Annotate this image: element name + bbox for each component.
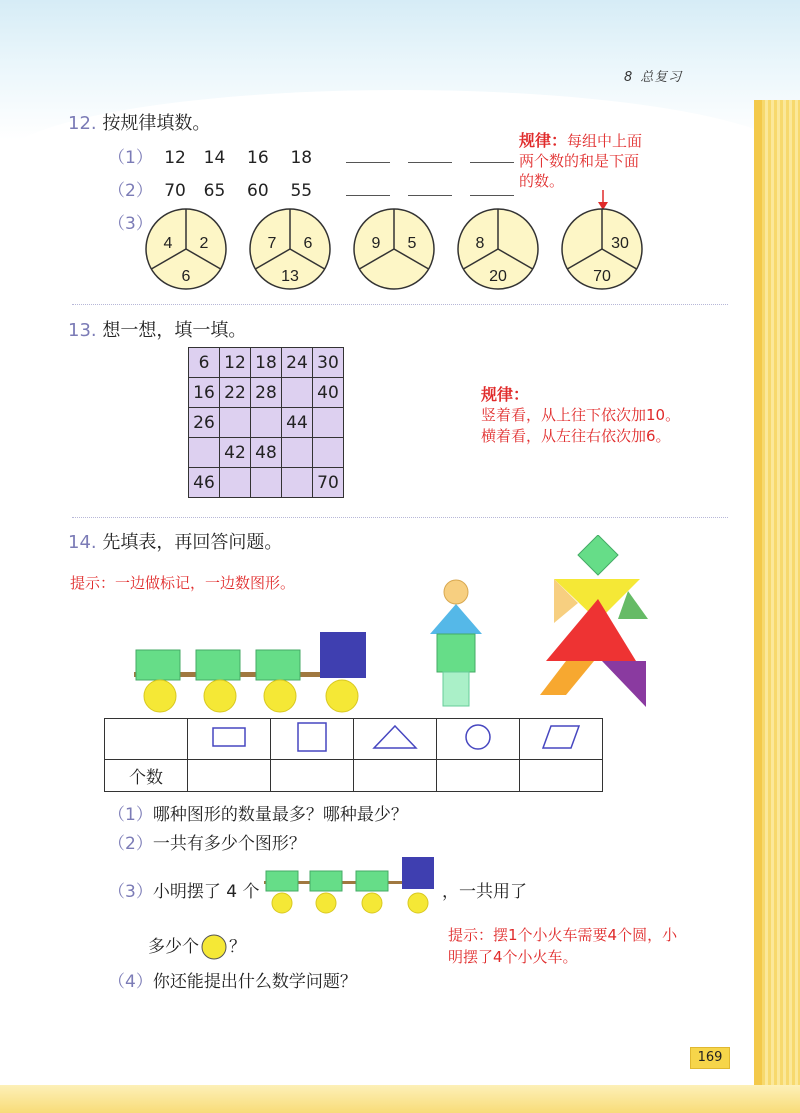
- grid-cell-blank[interactable]: [251, 468, 282, 498]
- q14-heading: [68, 528, 282, 554]
- q13-rule-line: 横着看，从左往右依次加6。: [481, 427, 671, 445]
- circle-top-right-value: 5: [407, 235, 417, 252]
- answer-blank[interactable]: [470, 181, 514, 196]
- shape-count-table: [104, 718, 603, 792]
- answer-blank[interactable]: [470, 148, 514, 163]
- train-engine-square: [320, 632, 366, 678]
- q12-row1-value: 14: [203, 148, 226, 168]
- q12-row2: [108, 176, 532, 201]
- grid-cell-blank[interactable]: [282, 468, 313, 498]
- person-figure: [426, 578, 486, 708]
- q13-title: 想一想，填一填。: [102, 320, 247, 341]
- answer-blank[interactable]: [346, 181, 390, 196]
- train-car-rectangle: [136, 650, 180, 680]
- body-square: [437, 634, 475, 672]
- train-wheel-circle: [204, 680, 236, 712]
- table-header-circle: [437, 719, 520, 760]
- count-cell[interactable]: [188, 760, 271, 792]
- table-header-triangle: [354, 719, 437, 760]
- train-wheel-circle: [264, 680, 296, 712]
- q12-row2-value: 65: [203, 181, 226, 201]
- grid-cell-blank[interactable]: [313, 408, 344, 438]
- number-circle: [250, 209, 330, 289]
- q12-rule-box: [519, 131, 642, 191]
- chapter-header: [624, 66, 682, 85]
- q12-row1-label: （1）: [108, 148, 153, 168]
- count-cell[interactable]: [437, 760, 520, 792]
- grid-cell: 30: [313, 348, 344, 378]
- q12-row2-value: 55: [290, 181, 313, 201]
- count-cell[interactable]: [520, 760, 603, 792]
- grid-cell: 16: [189, 378, 220, 408]
- q14-sub-label: （1）: [108, 805, 153, 825]
- head-circle: [444, 580, 468, 604]
- q12-rule-label: 规律：: [519, 131, 568, 150]
- grid-cell: 18: [251, 348, 282, 378]
- q12-rule-text: 的数。: [519, 172, 565, 190]
- circle-icon: [463, 722, 493, 752]
- q14-sub2: [108, 829, 306, 854]
- grid-cell-blank[interactable]: [313, 438, 344, 468]
- q14-sub3-line2: [148, 932, 246, 960]
- q14-sub-text: 你还能提出什么数学问题？: [152, 972, 357, 992]
- circle-bottom-value: 20: [489, 268, 507, 285]
- q14-title: 先填表，再回答问题。: [102, 532, 283, 553]
- q14-sub-label: （4）: [108, 972, 153, 992]
- table-header-square: [271, 719, 354, 760]
- legs-rectangle: [443, 672, 469, 706]
- q14-sub-text: 哪种图形的数量最多？哪种最少？: [152, 805, 408, 825]
- circle-top-right-value: 2: [199, 235, 209, 252]
- q14-sub3-cont: ，一共用了: [442, 882, 527, 902]
- square-icon: [295, 722, 329, 752]
- circle-top-right-value: 30: [611, 235, 629, 252]
- chapter-title: 总复习: [640, 70, 683, 85]
- count-cell[interactable]: [354, 760, 437, 792]
- hint2-line: 提示：摆1个小火车需要4个圆，小: [448, 926, 678, 944]
- q12-row1: [108, 143, 532, 168]
- train-wheel-circle: [326, 680, 358, 712]
- circle-top-left-value: 8: [475, 235, 485, 252]
- circle-top-left-value: 4: [163, 235, 173, 252]
- head-square: [578, 535, 618, 575]
- number-circles: [140, 205, 660, 295]
- number-grid: [188, 347, 344, 498]
- table-header-rectangle: [188, 719, 271, 760]
- q12-rule-text: 每组中上面: [567, 132, 643, 150]
- q12-row2-value: 60: [247, 181, 269, 201]
- circle-bottom-value: 70: [593, 268, 611, 285]
- train-wheel-circle: [144, 680, 176, 712]
- train-car-rectangle: [196, 650, 240, 680]
- grid-cell: 70: [313, 468, 344, 498]
- q12-row1-value: 18: [290, 148, 313, 168]
- small-train-icon: [262, 855, 436, 915]
- q14-sub1: [108, 800, 408, 825]
- q13-heading: [68, 316, 246, 342]
- q12-row1-value: 16: [247, 148, 269, 168]
- grid-cell: 44: [282, 408, 313, 438]
- grid-cell-blank[interactable]: [282, 438, 313, 468]
- train-car-rectangle: [256, 650, 300, 680]
- leg-parallelogram: [540, 661, 594, 695]
- page-bottom-band: [0, 1085, 800, 1113]
- q13-rule-label: 规律：: [481, 385, 530, 404]
- tangram-figure: [540, 535, 650, 707]
- grid-cell: 6: [189, 348, 220, 378]
- grid-cell-blank[interactable]: [220, 408, 251, 438]
- leg-triangle: [602, 661, 646, 707]
- section-divider: [72, 517, 728, 518]
- grid-cell: 26: [189, 408, 220, 438]
- q14-sub-text: 多少个: [148, 937, 199, 957]
- q12-title: 按规律填数。: [102, 113, 211, 134]
- page-number: 169: [690, 1047, 730, 1069]
- page-edge-shadow: [754, 100, 762, 1113]
- grid-cell-blank[interactable]: [220, 468, 251, 498]
- yellow-circle-icon: [199, 934, 229, 960]
- q14-sub-label: （3）: [108, 882, 153, 902]
- q14-sub-text: ？: [229, 937, 246, 957]
- answer-blank[interactable]: [346, 148, 390, 163]
- circle-top-left-value: 9: [371, 235, 381, 252]
- q13-rule-box: [481, 384, 680, 447]
- number-circle: [354, 209, 434, 289]
- train-figure: [130, 628, 370, 714]
- count-cell[interactable]: [271, 760, 354, 792]
- rectangle-icon: [212, 726, 246, 748]
- q14-number: 14.: [68, 532, 97, 553]
- grid-cell: 22: [220, 378, 251, 408]
- q14-sub-text: 一共有多少个图形？: [152, 834, 306, 854]
- chapter-number: 8: [624, 70, 633, 85]
- grid-cell: 24: [282, 348, 313, 378]
- hint2-line: 明摆了4个小火车。: [448, 948, 578, 966]
- parallelogram-icon: [541, 724, 581, 750]
- q14-sub-text: 小明摆了 4 个: [152, 882, 260, 902]
- table-row-label: 个数: [105, 760, 188, 792]
- q12-heading: [68, 109, 210, 135]
- circle-top-left-value: 7: [267, 235, 277, 252]
- circle-top-right-value: 6: [303, 235, 313, 252]
- triangle-icon: [372, 724, 418, 750]
- circle-bottom-value: 13: [281, 268, 299, 285]
- grid-cell: 40: [313, 378, 344, 408]
- table-corner: [105, 719, 188, 760]
- table-header-parallelogram: [520, 719, 603, 760]
- q12-row1-value: 12: [164, 148, 186, 168]
- section-divider: [72, 304, 728, 305]
- q14-sub-label: （2）: [108, 834, 153, 854]
- q12-row3-label: （3）: [108, 214, 153, 234]
- circle-bottom-value: 6: [181, 268, 191, 285]
- grid-cell: 28: [251, 378, 282, 408]
- q13-number: 13.: [68, 320, 97, 341]
- q14-hint2: [448, 924, 677, 968]
- q14-sub3: [108, 877, 259, 902]
- page-edge: [762, 100, 800, 1113]
- number-circle: [146, 209, 226, 289]
- number-circle: [562, 209, 642, 289]
- grid-cell-blank[interactable]: [282, 378, 313, 408]
- grid-cell-blank[interactable]: [251, 408, 282, 438]
- grid-cell: 42: [220, 438, 251, 468]
- answer-blank[interactable]: [408, 148, 452, 163]
- q14-sub4: [108, 967, 357, 992]
- grid-cell: 48: [251, 438, 282, 468]
- answer-blank[interactable]: [408, 181, 452, 196]
- q14-hint: 提示：一边做标记，一边数图形。: [70, 574, 296, 592]
- q12-number: 12.: [68, 113, 97, 134]
- hat-triangle: [430, 604, 482, 634]
- grid-cell-blank[interactable]: [189, 438, 220, 468]
- q13-rule-line: 竖着看，从上往下依次加10。: [481, 406, 681, 424]
- number-circle: [458, 209, 538, 289]
- grid-cell: 12: [220, 348, 251, 378]
- q12-row2-value: 70: [164, 181, 186, 201]
- q12-row2-label: （2）: [108, 181, 153, 201]
- grid-cell: 46: [189, 468, 220, 498]
- q12-rule-text: 两个数的和是下面: [519, 152, 640, 170]
